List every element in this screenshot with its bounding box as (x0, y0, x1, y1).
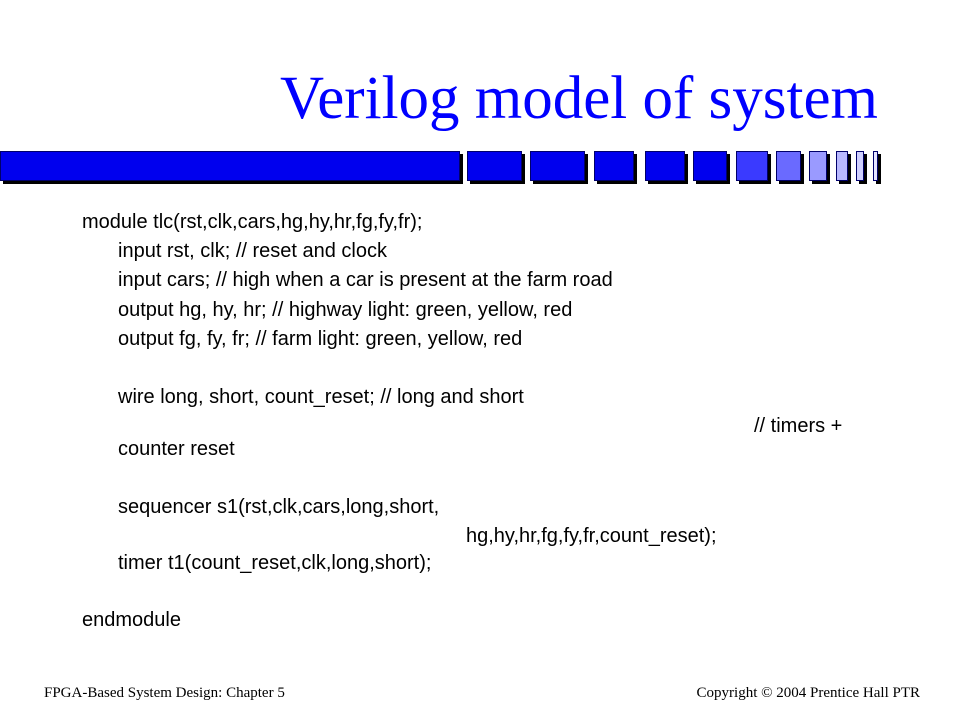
footer-chapter: FPGA-Based System Design: Chapter 5 (44, 685, 285, 701)
code-line: counter reset (118, 438, 235, 460)
bar-segment (693, 151, 727, 181)
code-line: input cars; // high when a car is present at the farm road (118, 269, 613, 291)
code-line: hg,hy,hr,fg,fy,fr,count_reset); (466, 525, 717, 547)
bar-segment (836, 151, 848, 181)
code-line: wire long, short, count_reset; // long and short (118, 386, 524, 408)
bar-segment (467, 151, 522, 181)
bar-segment (530, 151, 585, 181)
slide-title: Verilog model of system (279, 65, 878, 132)
code-line: output fg, fy, fr; // farm light: green, yellow, red (118, 328, 523, 350)
code-line: // timers + (754, 415, 843, 437)
code-line: module tlc(rst,clk,cars,hg,hy,hr,fg,fy,fr); (82, 211, 423, 233)
bar-segment (0, 151, 460, 181)
code-line: input rst, clk; // reset and clock (118, 240, 387, 262)
code-line: timer t1(count_reset,clk,long,short); (118, 552, 432, 574)
bar-segment (873, 151, 878, 181)
code-line: endmodule (82, 609, 181, 631)
code-line: sequencer s1(rst,clk,cars,long,short, (118, 496, 440, 518)
bar-segment (645, 151, 685, 181)
bar-segment (736, 151, 768, 181)
bar-segment (856, 151, 864, 181)
bar-segment (594, 151, 634, 181)
footer-copyright: Copyright © 2004 Prentice Hall PTR (696, 685, 920, 701)
bar-segment (809, 151, 827, 181)
code-line: output hg, hy, hr; // highway light: green, yellow, red (118, 299, 573, 321)
bar-segment (776, 151, 801, 181)
